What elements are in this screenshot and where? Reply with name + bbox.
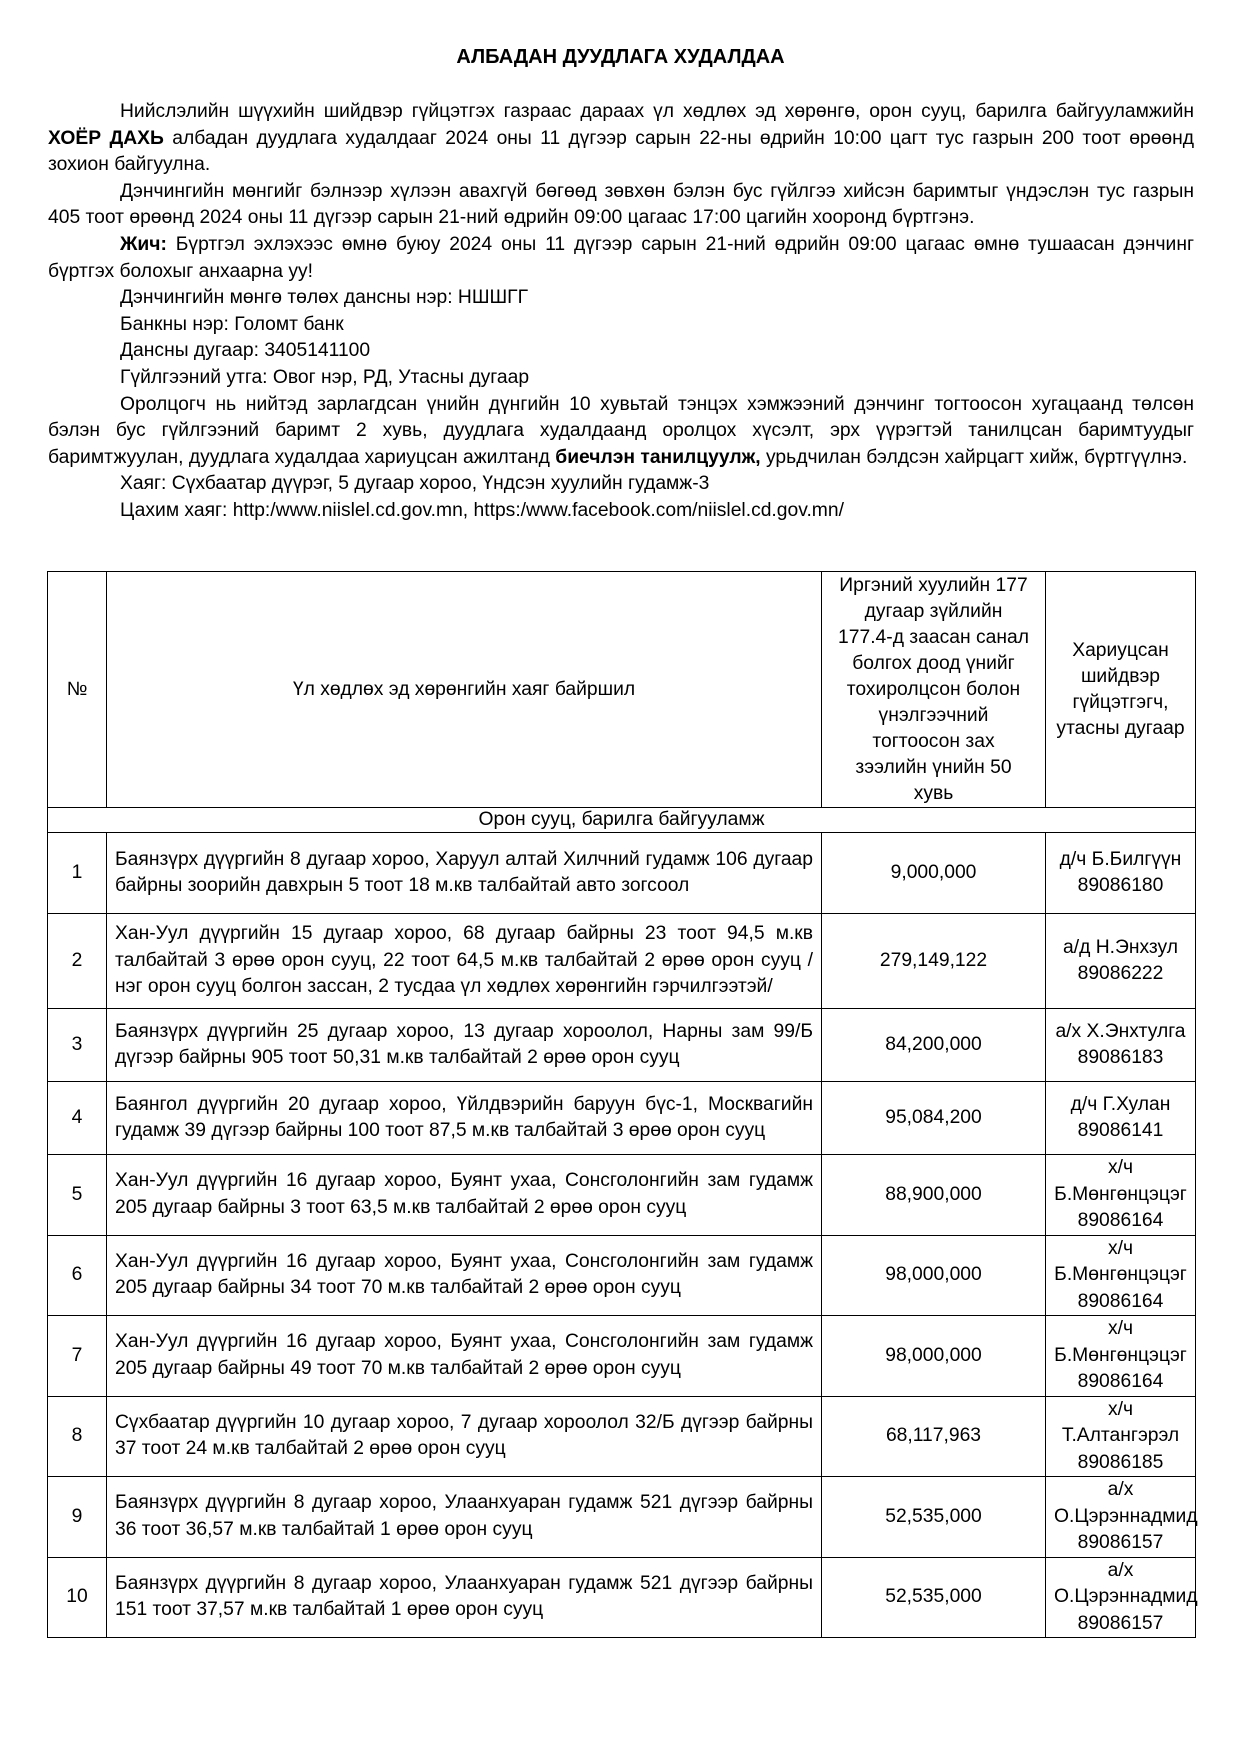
table-row xyxy=(48,1557,1196,1638)
row-responsible: а/х Х.Энхтулга 89086183 xyxy=(1046,1009,1196,1082)
row-address: Сүхбаатар дүүргийн 10 дугаар хороо, 7 дугаар хороолол 32/Б дүгээр байрны 37 тоот 24 м.кв талбайтай 2 өрөө орон сууц xyxy=(107,1396,822,1477)
table-row xyxy=(48,833,1196,914)
transfer-purpose-line: Гүйлгээний утга: Овог нэр, РД, Утасны дугаар xyxy=(120,366,530,388)
row-responsible: а/д Н.Энхзул 89086222 xyxy=(1046,914,1196,1009)
table-row xyxy=(48,1009,1196,1082)
table-body xyxy=(48,808,1196,1638)
row-responsible: х/ч Б.Мөнгөнцэцэг 89086164 xyxy=(1046,1155,1196,1236)
row-responsible: х/ч Т.Алтангэрэл 89086185 xyxy=(1046,1396,1196,1477)
table-header-row xyxy=(48,572,1196,808)
row-price: 98,000,000 xyxy=(822,1316,1046,1397)
row-address: Хан-Уул дүүргийн 15 дугаар хороо, 68 дугаар байрны 23 тоот 94,5 м.кв талбайтай 3 өрөө орон сууц, 22 тоот 64,5 м.кв талбайтай 2 өрөө орон сууц /нэг орон сууц болгон зассан, 2 тусдаа үл хөдлөх хөрөнгийн гэрчилгээтэй/ xyxy=(107,914,822,1009)
row-address: Хан-Уул дүүргийн 16 дугаар хороо, Буянт ухаа, Сонсголонгийн зам гудамж 205 дугаар байрны 34 тоот 70 м.кв талбайтай 2 өрөө орон сууц xyxy=(107,1235,822,1316)
row-price: 88,900,000 xyxy=(822,1155,1046,1236)
header-price: Иргэний хуулийн 177 дугаар зүйлийн 177.4-д заасан санал болгох доод үнийг тохиролцсон болон үнэлгээчний тогтоосон зах зээлийн үнийн 50 хувь xyxy=(822,572,1046,808)
row-price: 68,117,963 xyxy=(822,1396,1046,1477)
in-person-emphasis: биечлэн танилцуулж, xyxy=(555,446,761,468)
bank-name-line: Банкны нэр: Голомт банк xyxy=(120,313,344,335)
paragraph-deposit-info: Дэнчингийн мөнгийг бэлнээр хүлээн авахгүй бөгөөд зөвхөн бэлэн бус гүйлгээ хийсэн баримтыг үндэслэн тус газрын 405 тоот өрөөнд 2024 оны 11 дүгээр сарын 21-ний өдрийн 09:00 цагаас 17:00 цагийн хооронд бүртгэнэ. xyxy=(48,180,1194,229)
note-text: Бүртгэл эхлэхээс өмнө буюу 2024 оны 11 дүгээр сарын 21-ний өдрийн 09:00 цагаас өмнө тушаасан дэнчинг бүртгэх болохыг анхаарна уу! xyxy=(48,233,1194,282)
paragraph-auction-info xyxy=(48,99,1194,179)
row-number: 2 xyxy=(48,914,107,1009)
row-responsible: д/ч Г.Хулан 89086141 xyxy=(1046,1082,1196,1155)
row-address: Баянзүрх дүүргийн 8 дугаар хороо, Харуул алтай Хилчний гудамж 106 дугаар байрны зоорийн давхрын 5 тоот 18 м.кв талбайтай авто зогсоол xyxy=(107,833,822,914)
row-number: 4 xyxy=(48,1082,107,1155)
row-number: 8 xyxy=(48,1396,107,1477)
paragraph-participants xyxy=(48,392,1194,472)
notice-body xyxy=(48,99,1194,525)
table-row xyxy=(48,1477,1196,1558)
row-price: 98,000,000 xyxy=(822,1235,1046,1316)
table-row xyxy=(48,914,1196,1009)
table-row xyxy=(48,1396,1196,1477)
paragraph-text: Оролцогч нь нийтэд зарлагдсан үнийн дүнгийн 10 хувьтай тэнцэх хэмжээний дэнчинг тогтоосон хугацаанд төлсөн бэлэн бус гүйлгээний баримт 2 хувь, дуудлага худалдаанд оролцох хүсэлт, эрх үүрэгтэй танилцсан баримтуудыг баримтжуулан, дуудлага худалдаа хариуцсан ажилтанд xyxy=(48,393,1194,468)
office-address-line: Хаяг: Сүхбаатар дүүрэг, 5 дугаар хороо, Үндсэн хуулийн гудамж-3 xyxy=(120,473,710,495)
row-address: Хан-Уул дүүргийн 16 дугаар хороо, Буянт ухаа, Сонсголонгийн зам гудамж 205 дугаар байрны 49 тоот 70 м.кв талбайтай 2 өрөө орон сууц xyxy=(107,1316,822,1397)
row-address: Баянзүрх дүүргийн 8 дугаар хороо, Улаанхуаран гудамж 521 дүгээр байрны 151 тоот 37,57 м.кв талбайтай 1 өрөө орон сууц xyxy=(107,1557,822,1638)
property-table xyxy=(47,571,1196,1638)
row-number: 10 xyxy=(48,1557,107,1638)
row-address: Баянзүрх дүүргийн 8 дугаар хороо, Улаанхуаран гудамж 521 дүгээр байрны 36 тоот 36,57 м.кв талбайтай 1 өрөө орон сууц xyxy=(107,1477,822,1558)
paragraph-text: Нийслэлийн шүүхийн шийдвэр гүйцэтгэх газраас дараах үл хөдлөх эд хөрөнгө, орон сууц, барилга байгууламжийн xyxy=(120,101,1194,122)
paragraph-text: албадан дуудлага худалдааг 2024 оны 11 дүгээр сарын 22-ны өдрийн 10:00 цагт тус газрын 200 тоот өрөөнд зохион байгуулна. xyxy=(48,127,1194,176)
table-row xyxy=(48,1235,1196,1316)
row-price: 52,535,000 xyxy=(822,1477,1046,1558)
table-row xyxy=(48,1155,1196,1236)
row-price: 84,200,000 xyxy=(822,1009,1046,1082)
header-responsible: Хариуцсан шийдвэр гүйцэтгэгч, утасны дугаар xyxy=(1046,572,1196,808)
row-responsible: а/х О.Цэрэннадмид 89086157 xyxy=(1046,1557,1196,1638)
row-address: Баянзүрх дүүргийн 25 дугаар хороо, 13 дугаар хороолол, Нарны зам 99/Б дүгээр байрны 905 тоот 50,31 м.кв талбайтай 2 өрөө орон сууц xyxy=(107,1009,822,1082)
section-row xyxy=(48,808,1196,833)
account-number-line: Дансны дугаар: 3405141100 xyxy=(120,340,371,362)
row-number: 6 xyxy=(48,1235,107,1316)
web-address-line: Цахим хаяг: http:/www.niislel.cd.gov.mn, https:/www.facebook.com/niislel.cd.gov.mn/ xyxy=(120,499,844,521)
row-price: 95,084,200 xyxy=(822,1082,1046,1155)
header-address: Үл хөдлөх эд хөрөнгийн хаяг байршил xyxy=(107,572,822,808)
note-label: Жич: xyxy=(120,233,167,255)
row-responsible: х/ч Б.Мөнгөнцэцэг 89086164 xyxy=(1046,1235,1196,1316)
row-address: Хан-Уул дүүргийн 16 дугаар хороо, Буянт ухаа, Сонсголонгийн зам гудамж 205 дугаар байрны 3 тоот 63,5 м.кв талбайтай 2 өрөө орон сууц xyxy=(107,1155,822,1236)
paragraph-note xyxy=(48,232,1194,285)
header-number: № xyxy=(48,572,107,808)
row-responsible: д/ч Б.Билгүүн 89086180 xyxy=(1046,833,1196,914)
table-row xyxy=(48,1082,1196,1155)
row-price: 52,535,000 xyxy=(822,1557,1046,1638)
row-number: 3 xyxy=(48,1009,107,1082)
row-number: 5 xyxy=(48,1155,107,1236)
account-name-line: Дэнчингийн мөнгө төлөх дансны нэр: НШШГГ xyxy=(120,287,529,309)
row-number: 1 xyxy=(48,833,107,914)
row-number: 7 xyxy=(48,1316,107,1397)
row-responsible: х/ч Б.Мөнгөнцэцэг 89086164 xyxy=(1046,1316,1196,1397)
row-responsible: а/х О.Цэрэннадмид 89086157 xyxy=(1046,1477,1196,1558)
table-row xyxy=(48,1316,1196,1397)
row-price: 9,000,000 xyxy=(822,833,1046,914)
document-title: АЛБАДАН ДУУДЛАГА ХУДАЛДАА xyxy=(456,46,785,68)
paragraph-text: урьдчилан бэлдсэн хайрцагт хийж, бүртгүүлнэ. xyxy=(760,446,1188,468)
auction-round-emphasis: ХОЁР ДАХЬ xyxy=(48,127,164,149)
row-number: 9 xyxy=(48,1477,107,1558)
row-price: 279,149,122 xyxy=(822,914,1046,1009)
row-address: Баянгол дүүргийн 20 дугаар хороо, Үйлдвэрийн баруун бүс-1, Москвагийн гудамж 39 дүгээр байрны 100 тоот 87,5 м.кв талбайтай 3 өрөө орон сууц xyxy=(107,1082,822,1155)
section-title: Орон сууц, барилга байгууламж xyxy=(48,808,1196,833)
